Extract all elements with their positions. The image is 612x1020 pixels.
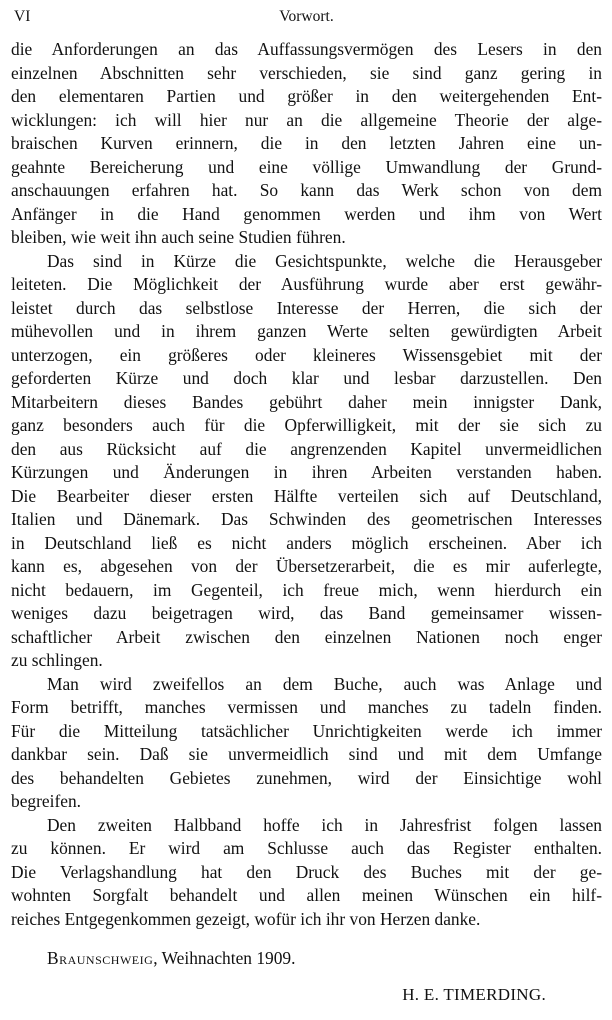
text-line: Man wird zweifellos an dem Buche, auch was Anlage und xyxy=(47,673,602,694)
text-line: Kürzungen und Änderungen in ihren Arbeiten verstanden haben. xyxy=(11,462,602,482)
paragraph xyxy=(11,250,602,673)
text-line: schaftlicher Arbeit zwischen den einzelnen Nationen noch enger xyxy=(11,626,602,647)
text-line: Den zweiten Halbband hoffe ich in Jahresfrist folgen lassen xyxy=(47,814,602,835)
text-line: Anfänger in die Hand genommen werden und ihm von Wert xyxy=(11,203,602,224)
text-line: nicht bedauern, im Gegenteil, ich freue mich, wenn hierdurch ein xyxy=(11,579,602,600)
author-signature: H. E. TIMERDING. xyxy=(402,984,546,1004)
text-line: Das sind in Kürze die Gesichtspunkte, welche die Herausgeber xyxy=(47,250,602,271)
text-line: bleiben, wie weit ihn auch seine Studien führen. xyxy=(11,227,346,247)
date-text: , Weihnachten 1909. xyxy=(153,948,296,968)
text-line: begreifen. xyxy=(11,791,82,811)
text-line: den aus Rücksicht auf die angrenzenden Kapitel unvermeidlichen xyxy=(11,438,602,459)
paragraph xyxy=(11,38,602,250)
text-line: in Deutschland ließ es nicht anders möglich erscheinen. Aber ich xyxy=(11,532,602,553)
text-line: den elementaren Partien und größer in den weitergehenden Ent- xyxy=(11,86,602,106)
text-line: leistet durch das selbstlose Interesse der Herren, die sich der xyxy=(11,297,602,318)
text-line: unterzogen, ein größeres oder kleineres Wissensgebiet mit der xyxy=(11,344,602,365)
body-text xyxy=(11,38,602,931)
text-line: Die Bearbeiter dieser ersten Hälfte verteilen sich auf Deutschland, xyxy=(11,485,602,506)
text-line: mühevollen und in ihrem ganzen Werte selten gewürdigten Arbeit xyxy=(11,321,602,341)
text-line: geahnte Bereicherung und eine völlige Umwandlung der Grund- xyxy=(11,156,602,177)
page-header xyxy=(11,8,602,38)
text-line: Italien und Dänemark. Das Schwinden des geometrischen Interesses xyxy=(11,509,602,529)
text-line: braischen Kurven erinnern, die in den letzten Jahren eine un- xyxy=(11,133,602,153)
text-line: anschauungen erfahren hat. So kann das Werk schon von dem xyxy=(11,180,602,200)
text-line: die Anforderungen an das Auffassungsvermögen des Lesers in den xyxy=(11,39,602,59)
text-line: Für die Mitteilung tatsächlicher Unrichtigkeiten werde ich immer xyxy=(11,720,602,741)
text-line: wohnten Sorgfalt behandelt und allen meinen Wünschen ein hilf- xyxy=(11,885,602,905)
text-line: kann es, abgesehen von der Übersetzerarbeit, die es mir auferlegte, xyxy=(11,556,602,576)
running-title: Vorwort. xyxy=(279,8,334,25)
text-line: leiteten. Die Möglichkeit der Ausführung wurde aber erst gewähr- xyxy=(11,274,602,294)
page-number: VI xyxy=(14,8,31,25)
text-line: ganz besonders auch für die Opferwilligkeit, mit der sie sich zu xyxy=(11,415,602,435)
text-line: zu können. Er wird am Schlusse auch das Register enthalten. xyxy=(11,838,602,858)
text-line: weniges dazu beigetragen wird, das Band gemeinsamer wissen- xyxy=(11,603,602,623)
text-line: Form betrifft, manches vermissen und manches zu tadeln finden. xyxy=(11,697,602,717)
text-line: einzelnen Abschnitten sehr verschieden, sie sind ganz gering in xyxy=(11,62,602,83)
text-line: Die Verlagshandlung hat den Druck des Buches mit der ge- xyxy=(11,861,602,882)
text-line: Mitarbeitern dieses Bandes gebührt daher mein innigster Dank, xyxy=(11,391,602,412)
text-line: dankbar sein. Daß sie unvermeidlich sind und mit dem Umfange xyxy=(11,744,602,764)
paragraph xyxy=(11,814,602,932)
text-line: wicklungen: ich will hier nur an die allgemeine Theorie der alge- xyxy=(11,109,602,130)
place-name: Braunschweig xyxy=(47,948,154,968)
text-line: zu schlingen. xyxy=(11,650,103,670)
text-line: des behandelten Gebietes zunehmen, wird der Einsichtige wohl xyxy=(11,767,602,788)
place-and-date xyxy=(11,947,602,971)
text-line: geforderten Kürze und doch klar und lesbar darzustellen. Den xyxy=(11,368,602,388)
paragraph xyxy=(11,673,602,814)
text-line: reiches Entgegenkommen gezeigt, wofür ich ihr von Herzen danke. xyxy=(11,908,481,929)
